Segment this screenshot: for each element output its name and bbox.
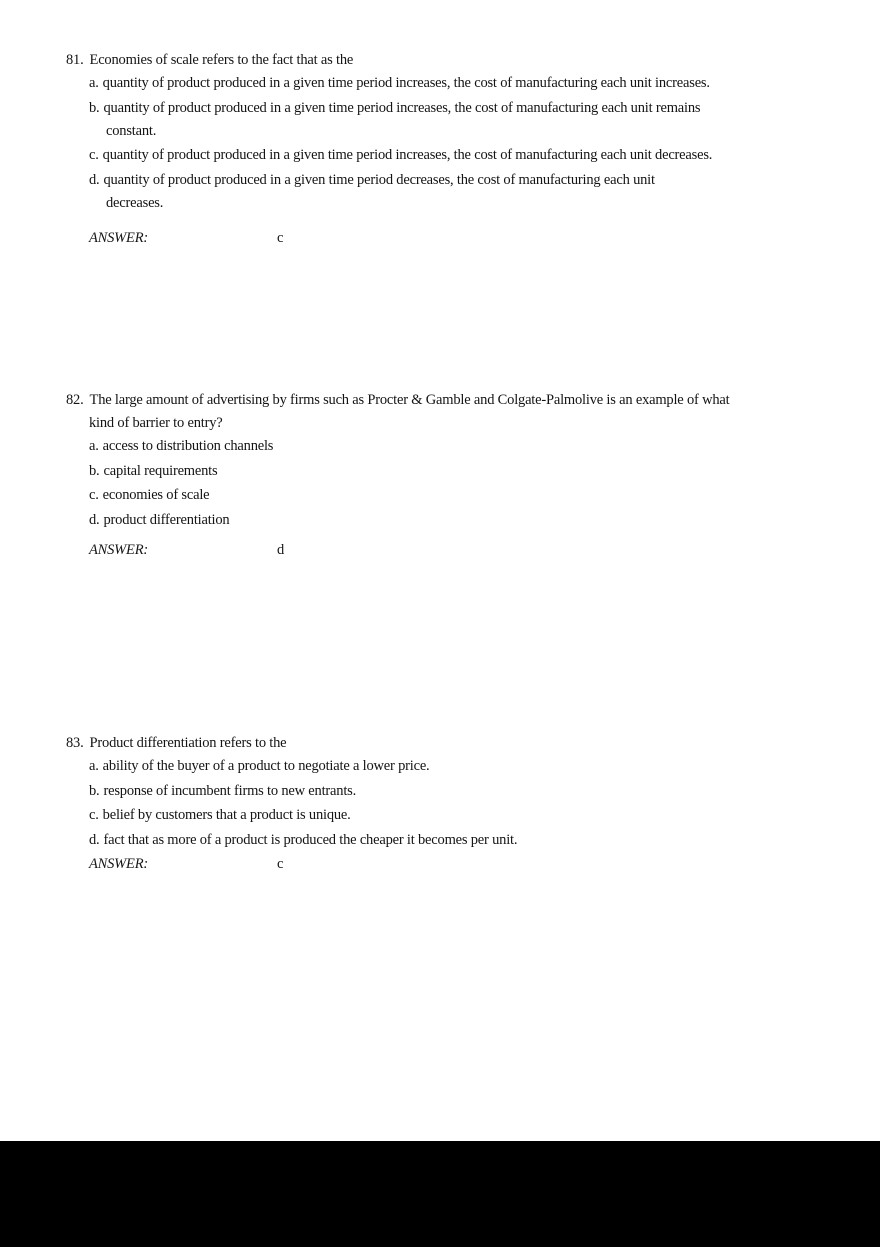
question-83-options (89, 755, 826, 852)
answer-label: ANSWER: (89, 229, 149, 246)
option-letter: d. (89, 511, 100, 528)
option-letter: c. (89, 147, 99, 163)
question-number: 83. (66, 735, 84, 751)
option-b (89, 780, 826, 803)
answer-value: d (277, 541, 285, 558)
stem-line: Economies of scale refers to the fact that as the (89, 52, 354, 68)
option-text: quantity of product produced in a given time period increases, the cost of manufacturing each unit remains (103, 99, 701, 116)
option-text: quantity of product produced in a given time period increases, the cost of manufacturing each unit increases. (102, 75, 710, 91)
option-text: access to distribution channels (102, 438, 274, 454)
question-81-options (89, 72, 826, 215)
option-text: fact that as more of a product is produced the cheaper it becomes per unit. (103, 831, 518, 848)
footer-black-band (0, 1141, 880, 1247)
option-text: quantity of product produced in a given time period increases, the cost of manufacturing each unit decreases. (102, 147, 713, 163)
option-letter: b. (89, 99, 100, 116)
question-82 (66, 389, 826, 562)
answer-label: ANSWER: (89, 541, 149, 558)
option-d (89, 509, 826, 532)
option-letter: c. (89, 487, 99, 503)
answer-row (89, 853, 826, 876)
question-83-stem (66, 732, 826, 755)
option-letter: a. (89, 438, 99, 454)
option-c (89, 484, 826, 507)
stem-line-wrap: kind of barrier to entry? (89, 415, 223, 431)
stem-line: The large amount of advertising by firms such as Procter & Gamble and Colgate-Palmolive is an example of what (89, 392, 730, 408)
answer-value: c (277, 229, 284, 246)
option-a (89, 755, 826, 778)
option-text: capital requirements (103, 462, 218, 479)
option-text: response of incumbent firms to new entrants. (103, 782, 357, 799)
question-81-stem (66, 49, 826, 72)
option-b (89, 97, 826, 143)
answer-value: c (277, 856, 284, 872)
option-b (89, 460, 826, 483)
option-a (89, 435, 826, 458)
option-letter: a. (89, 758, 99, 774)
option-letter: d. (89, 831, 100, 848)
question-83 (66, 732, 826, 876)
question-82-stem (66, 389, 826, 435)
option-letter: b. (89, 782, 100, 799)
question-82-options (89, 435, 826, 532)
option-text: ability of the buyer of a product to negotiate a lower price. (102, 758, 430, 774)
question-number: 82. (66, 392, 84, 408)
answer-row (89, 227, 826, 250)
option-letter: a. (89, 75, 99, 91)
answer-row (89, 539, 826, 562)
option-letter: d. (89, 171, 100, 188)
option-letter: c. (89, 807, 99, 823)
option-d (89, 829, 826, 852)
question-number: 81. (66, 52, 84, 68)
option-text: economies of scale (102, 487, 210, 503)
question-81 (66, 49, 826, 250)
option-letter: b. (89, 462, 100, 479)
answer-label: ANSWER: (89, 856, 149, 872)
option-text: product differentiation (103, 511, 230, 528)
option-c (89, 804, 826, 827)
option-a (89, 72, 826, 95)
option-d (89, 169, 826, 215)
stem-line: Product differentiation refers to the (89, 735, 287, 751)
option-text-wrap: decreases. (106, 194, 164, 211)
option-c (89, 144, 826, 167)
option-text: quantity of product produced in a given time period decreases, the cost of manufacturing each unit (103, 171, 655, 188)
option-text: belief by customers that a product is unique. (102, 807, 351, 823)
option-text-wrap: constant. (106, 122, 157, 139)
